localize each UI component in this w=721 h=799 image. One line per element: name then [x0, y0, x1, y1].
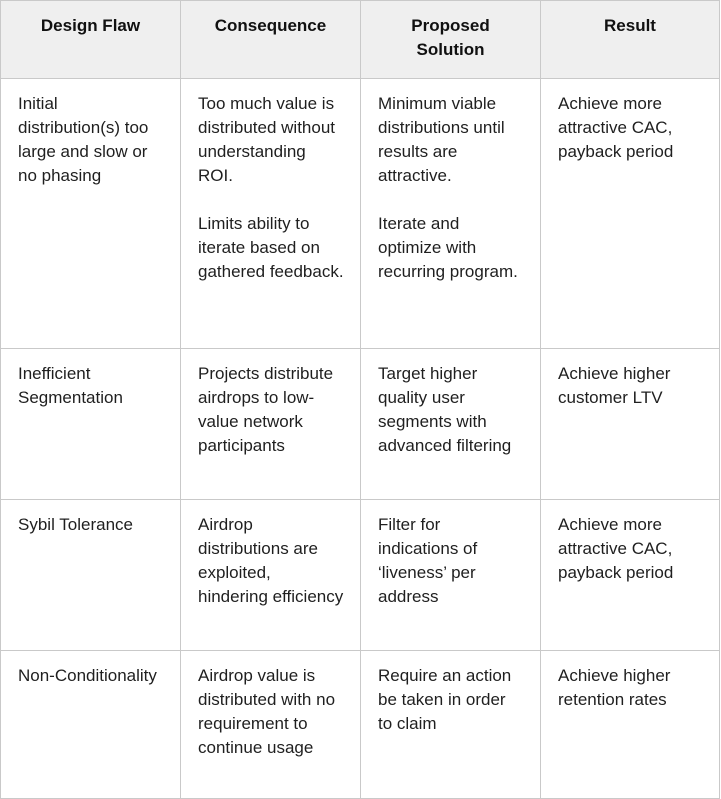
cell-text: Minimum viable distributions until results are attractive. — [378, 94, 505, 185]
table-row — [1, 651, 720, 799]
cell-text: Target higher quality user segments with advanced filtering — [378, 364, 512, 455]
cell-consequence — [181, 500, 361, 651]
cell-text: Airdrop distributions are exploited, hindering efficiency — [198, 515, 344, 606]
header-consequence: Consequence — [181, 1, 361, 79]
cell-text: Airdrop value is distributed with no requirement to continue usage — [198, 666, 336, 757]
cell-text: Inefficient Segmentation — [18, 364, 123, 407]
cell-text: Achieve higher customer LTV — [558, 364, 671, 407]
table-body — [1, 79, 720, 799]
cell-text: Filter for indications of ‘liveness’ per address — [378, 515, 478, 606]
cell-result — [541, 651, 720, 799]
cell-consequence — [181, 651, 361, 799]
header-row — [1, 1, 720, 79]
cell-text: Achieve higher retention rates — [558, 666, 671, 709]
cell-result — [541, 79, 720, 349]
cell-text: Iterate and optimize with recurring program. — [378, 214, 518, 281]
cell-proposed-solution — [361, 79, 541, 349]
cell-consequence — [181, 79, 361, 349]
cell-text: Sybil Tolerance — [18, 515, 133, 534]
cell-design-flaw — [1, 349, 181, 500]
cell-result — [541, 500, 720, 651]
cell-proposed-solution — [361, 349, 541, 500]
cell-design-flaw — [1, 500, 181, 651]
cell-text: Achieve more attractive CAC, payback period — [558, 515, 674, 582]
cell-text: Initial distribution(s) too large and slow or no phasing — [18, 94, 149, 185]
cell-text: Projects distribute airdrops to low-value network participants — [198, 364, 334, 455]
cell-text: Limits ability to iterate based on gathered feedback. — [198, 214, 344, 281]
cell-consequence — [181, 349, 361, 500]
table-row — [1, 349, 720, 500]
cell-proposed-solution — [361, 651, 541, 799]
cell-result — [541, 349, 720, 500]
cell-proposed-solution — [361, 500, 541, 651]
cell-text: Require an action be taken in order to claim — [378, 666, 512, 733]
table-row — [1, 79, 720, 349]
cell-design-flaw — [1, 651, 181, 799]
header-proposed-solution: Proposed Solution — [361, 1, 541, 79]
cell-text: Non-Conditionality — [18, 666, 157, 685]
table-row — [1, 500, 720, 651]
cell-text: Achieve more attractive CAC, payback period — [558, 94, 674, 161]
header-result: Result — [541, 1, 720, 79]
table-header — [1, 1, 720, 79]
cell-design-flaw — [1, 79, 181, 349]
cell-text: Too much value is distributed without understanding ROI. — [198, 94, 336, 185]
header-design-flaw: Design Flaw — [1, 1, 181, 79]
